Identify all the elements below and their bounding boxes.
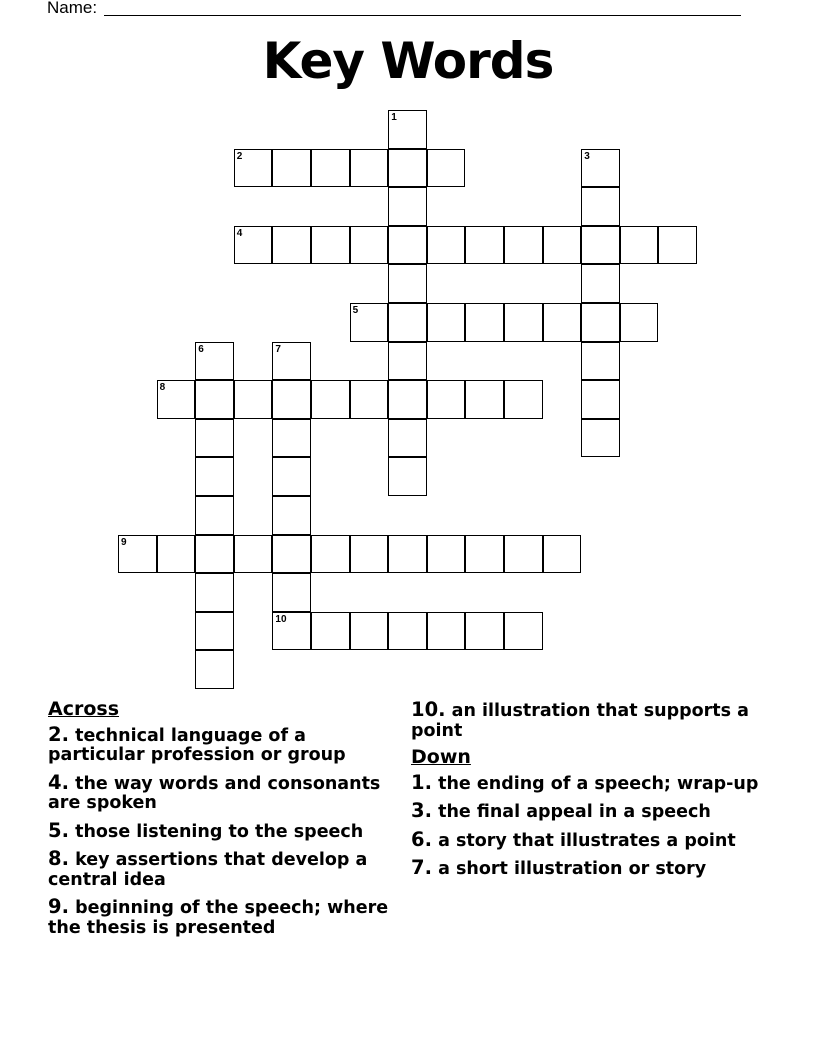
crossword-cell[interactable] — [427, 612, 466, 651]
crossword-cell[interactable] — [388, 187, 427, 226]
clue-number: 6. — [411, 827, 432, 851]
name-label: Name: — [47, 0, 98, 17]
clue-down-1 — [411, 770, 771, 795]
clue-text: key assertions that develop a central idea — [48, 850, 368, 890]
crossword-cell[interactable] — [581, 226, 620, 265]
crossword-cell[interactable] — [388, 457, 427, 496]
crossword-cell[interactable] — [272, 342, 311, 381]
crossword-cell[interactable] — [350, 612, 389, 651]
crossword-cell[interactable] — [195, 612, 234, 651]
crossword-cell[interactable] — [465, 612, 504, 651]
crossword-cell[interactable] — [350, 226, 389, 265]
crossword-cell[interactable] — [620, 226, 659, 265]
crossword-cell[interactable] — [504, 303, 543, 342]
clue-number: 7. — [411, 856, 432, 879]
crossword-cell[interactable] — [504, 226, 543, 265]
crossword-cell[interactable] — [272, 496, 311, 535]
clue-number-label: 3 — [584, 150, 590, 162]
clue-number: 8. — [48, 847, 69, 870]
clue-text: those listening to the speech — [68, 821, 364, 842]
crossword-cell[interactable] — [311, 535, 350, 574]
clue-number: 3. — [411, 799, 432, 822]
clue-text: beginning of the speech; where the thesis is presented — [48, 898, 389, 938]
across-heading: Across — [48, 698, 120, 720]
clue-text: technical language of a particular profession or group — [48, 725, 346, 765]
clues-right-column — [411, 700, 771, 887]
crossword-cell[interactable] — [350, 303, 389, 342]
crossword-cell[interactable] — [427, 535, 466, 574]
clue-number-label: 1 — [391, 112, 397, 123]
crossword-cell[interactable] — [388, 535, 427, 574]
clue-across-10 — [411, 700, 771, 741]
clue-number: 1. — [411, 770, 432, 794]
crossword-cell[interactable] — [272, 226, 311, 265]
crossword-cell[interactable] — [311, 149, 350, 188]
crossword-cell[interactable] — [620, 303, 659, 342]
crossword-cell[interactable] — [388, 303, 427, 342]
clue-across-2 — [48, 722, 393, 766]
clue-number-label: 5 — [352, 305, 359, 316]
crossword-cell[interactable] — [272, 612, 311, 651]
crossword-cell[interactable] — [427, 226, 466, 265]
crossword-cell[interactable] — [272, 149, 311, 188]
crossword-cell[interactable] — [272, 535, 311, 574]
clue-down-3 — [411, 801, 771, 823]
crossword-cell[interactable] — [504, 380, 543, 419]
clue-number: 4. — [48, 770, 69, 794]
crossword-cell[interactable] — [234, 226, 273, 265]
crossword-cell[interactable] — [311, 612, 350, 651]
crossword-cell[interactable] — [581, 264, 620, 303]
crossword-cell[interactable] — [157, 380, 196, 419]
crossword-cell[interactable] — [465, 226, 504, 265]
crossword-cell[interactable] — [465, 380, 504, 419]
clue-number-label: 7 — [275, 343, 281, 355]
crossword-cell[interactable] — [388, 149, 427, 188]
crossword-cell[interactable] — [388, 612, 427, 651]
crossword-cell[interactable] — [543, 226, 582, 265]
crossword-cell[interactable] — [234, 535, 273, 574]
crossword-cell[interactable] — [427, 380, 466, 419]
crossword-cell[interactable] — [350, 149, 389, 188]
crossword-cell[interactable] — [350, 535, 389, 574]
crossword-cell[interactable] — [195, 342, 234, 381]
clue-text: a short illustration or story — [431, 859, 707, 879]
crossword-cell[interactable] — [272, 380, 311, 419]
crossword-cell[interactable] — [311, 380, 350, 419]
crossword-cell[interactable] — [543, 303, 582, 342]
clue-number: 9. — [48, 895, 69, 918]
crossword-cell[interactable] — [388, 264, 427, 303]
crossword-cell[interactable] — [427, 149, 466, 188]
crossword-cell[interactable] — [581, 187, 620, 226]
clue-number-label: 9 — [121, 536, 127, 548]
crossword-cell[interactable] — [658, 226, 697, 265]
crossword-cell[interactable] — [388, 110, 427, 149]
crossword-cell[interactable] — [195, 535, 234, 574]
crossword-cell[interactable] — [543, 535, 582, 574]
clue-text: a story that illustrates a point — [431, 830, 736, 851]
crossword-cell[interactable] — [272, 573, 311, 612]
clue-text: the final appeal in a speech — [431, 802, 711, 822]
clue-across-4 — [48, 770, 393, 814]
clue-number-label: 2 — [236, 150, 243, 162]
crossword-cell[interactable] — [195, 573, 234, 612]
crossword-cell[interactable] — [427, 303, 466, 342]
clue-number-label: 6 — [198, 343, 204, 355]
crossword-cell[interactable] — [581, 419, 620, 458]
crossword-cell[interactable] — [388, 419, 427, 458]
crossword-cell[interactable] — [272, 419, 311, 458]
clue-across-8 — [48, 849, 393, 890]
crossword-cell[interactable] — [581, 303, 620, 342]
clue-across-9 — [48, 897, 393, 938]
crossword-cell[interactable] — [581, 380, 620, 419]
crossword-cell[interactable] — [388, 226, 427, 265]
crossword-cell[interactable] — [388, 380, 427, 419]
crossword-cell[interactable] — [195, 457, 234, 496]
clue-number: 5. — [48, 818, 69, 842]
crossword-cell[interactable] — [388, 342, 427, 381]
crossword-cell[interactable] — [581, 342, 620, 381]
clue-number: 10. — [411, 698, 446, 721]
crossword-cell[interactable] — [465, 535, 504, 574]
crossword-cell[interactable] — [311, 226, 350, 265]
clue-number-label: 10 — [275, 613, 287, 625]
crossword-cell[interactable] — [350, 380, 389, 419]
crossword-cell[interactable] — [157, 535, 196, 574]
crossword-cell[interactable] — [195, 419, 234, 458]
crossword-cell[interactable] — [195, 496, 234, 535]
crossword-cell[interactable] — [504, 612, 543, 651]
crossword-cell[interactable] — [195, 650, 234, 689]
crossword-cell[interactable] — [195, 380, 234, 419]
clue-text: the ending of a speech; wrap-up — [431, 773, 759, 794]
clue-number-label: 4 — [236, 227, 243, 239]
crossword-cell[interactable] — [272, 457, 311, 496]
crossword-cell[interactable] — [504, 535, 543, 574]
clue-across-5 — [48, 818, 393, 843]
crossword-cell[interactable] — [465, 303, 504, 342]
crossword-cell[interactable] — [118, 535, 157, 574]
clue-number-label: 8 — [159, 382, 166, 394]
crossword-cell[interactable] — [234, 149, 273, 188]
clue-number: 2. — [48, 722, 69, 746]
crossword-cell[interactable] — [581, 149, 620, 188]
clue-text: an illustration that supports a point — [411, 701, 749, 741]
down-heading: Down — [411, 746, 471, 768]
clue-down-6 — [411, 827, 771, 852]
clue-down-7 — [411, 858, 771, 880]
clue-text: the way words and consonants are spoken — [48, 773, 381, 813]
page-title: Key Words — [262, 32, 554, 90]
crossword-cell[interactable] — [234, 380, 273, 419]
clues-left-column — [48, 700, 393, 945]
